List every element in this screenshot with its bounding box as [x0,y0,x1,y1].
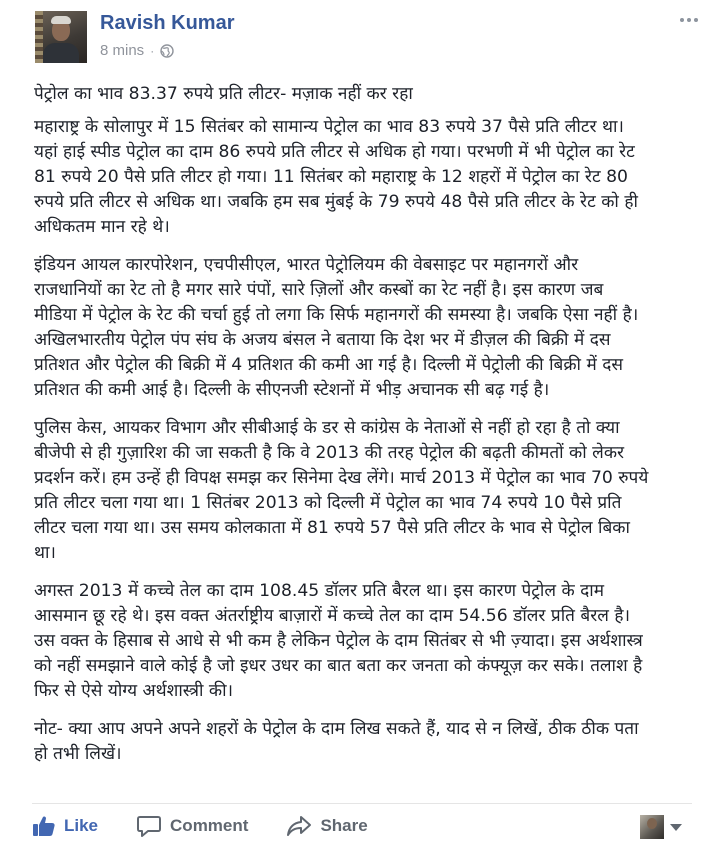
post-body [34,82,694,780]
post-paragraph: पुलिस केस, आयकर विभाग और सीबीआई के डर से कांग्रेस के नेताओं से नहीं हो रहा है तो क्या बीजेपी से ही गुज़ारिश की जा सकती है कि वे 2013 की तरह पेट्रोल की बढ़ती कीमतों को लेकर प्रदर्शन करें। हम उन्हें ही विपक्ष समझ कर सिनेमा देख लेंगे। मार्च 2013 में पेट्रोल का भाव 70 रुपये प्रति लीटर चला गया था। 1 सितंबर 2013 को दिल्ली में पेट्रोल का भाव 74 रुपये 10 पैसे प्रति लीटर चला गया था। उस समय कोलकाता में 81 रुपये 57 पैसे प्रति लीटर के भाव से पेट्रोल बिका था। [34,418,649,563]
post-paragraph: नोट- क्या आप अपने अपने शहरों के पेट्रोल के दाम लिख सकते हैं, याद से न लिखें, ठीक ठीक पता हो तभी लिखें। [34,719,639,764]
post-paragraph: महाराष्ट्र के सोलापुर में 15 सितंबर को सामान्य पेट्रोल का भाव 83 रुपये 37 पैसे प्रति लीटर था। यहां हाई स्पीड पेट्रोल का दाम 86 रुपये प्रति लीटर से अधिक हो गया। परभणी में भी पेट्रोल का रेट 81 रुपये 20 पैसे प्रति लीटर हो गया। 11 सितंबर को महाराष्ट्र के 12 शहरों में पेट्रोल का रेट 80 रुपये प्रति लीटर से अधिक था। जबकि हम सब मुंबई के 79 रुपये 48 पैसे प्रति लीटर के रेट को ही अधिकतम मान रहे थे। [34,117,638,237]
globe-icon[interactable] [160,44,174,58]
more-options-icon[interactable] [680,18,698,22]
timestamp-row [100,42,174,59]
post-header [0,0,720,80]
timestamp[interactable]: 8 mins [100,42,145,59]
post-actions [32,806,692,846]
comment-button[interactable] [136,814,248,838]
author-avatar[interactable] [35,11,87,63]
comment-icon [136,814,162,838]
like-button[interactable] [32,814,98,838]
viewer-avatar [640,815,664,839]
actions-divider [32,803,692,804]
post-paragraph: अगस्त 2013 में कच्चे तेल का दाम 108.45 डॉलर प्रति बैरल था। इस कारण पेट्रोल के दाम आसमान छू रहे थे। इस वक्त अंतर्राष्ट्रीय बाज़ारों में कच्चे तेल का दाम 54.56 डॉलर प्रति बैरल है। उस वक्त के हिसाब से आधे से भी कम है लेकिन पेट्रोल के दाम सितंबर से भी ज़्यादा। इस अर्थशास्त्र को नहीं समझाने वाले कोई है जो इधर उधर का बात बता कर जनता को कंफ्यूज़ कर सके। तलाश है फिर से ऐसे योग्य अर्थशास्त्री की। [34,581,643,701]
viewer-selector[interactable] [640,815,682,839]
post-paragraph: इंडियन आयल कारपोरेशन, एचपीसीएल, भारत पेट्रोलियम की वेबसाइट पर महानगरों और राजधानियों का रेट तो है मगर सारे पंपों, सारे ज़िलों और कस्बों का रेट नहीं है। इस कारण जब मीडिया में पेट्रोल के रेट की चर्चा हुई तो लगा कि सिर्फ महानगरों की समस्या है। जबकि ऐसा नहीं है। अखिलभारतीय पेट्रोल पंप संघ के अजय बंसल ने बताया कि देश भर में डीज़ल की बिक्री में दस प्रतिशत और पेट्रोल की बिक्री में 4 प्रतिशत की कमी आ गई है। दिल्ली में पेट्रोली की बिक्री में दस प्रतिशत की कमी आई है। दिल्ली के सीएनजी स्टेशनों में भीड़ अचानक सी बढ़ गई है। [34,255,639,400]
share-icon [286,814,312,838]
like-icon [32,814,56,838]
post-title: पेट्रोल का भाव 83.37 रुपये प्रति लीटर- मज़ाक नहीं कर रहा [34,84,413,104]
share-label: Share [320,816,368,835]
comment-label: Comment [170,816,249,835]
author-name[interactable]: Ravish Kumar [100,12,235,34]
share-button[interactable] [286,814,367,838]
caret-down-icon [670,824,682,831]
separator: · [150,43,155,58]
like-label: Like [64,816,99,835]
